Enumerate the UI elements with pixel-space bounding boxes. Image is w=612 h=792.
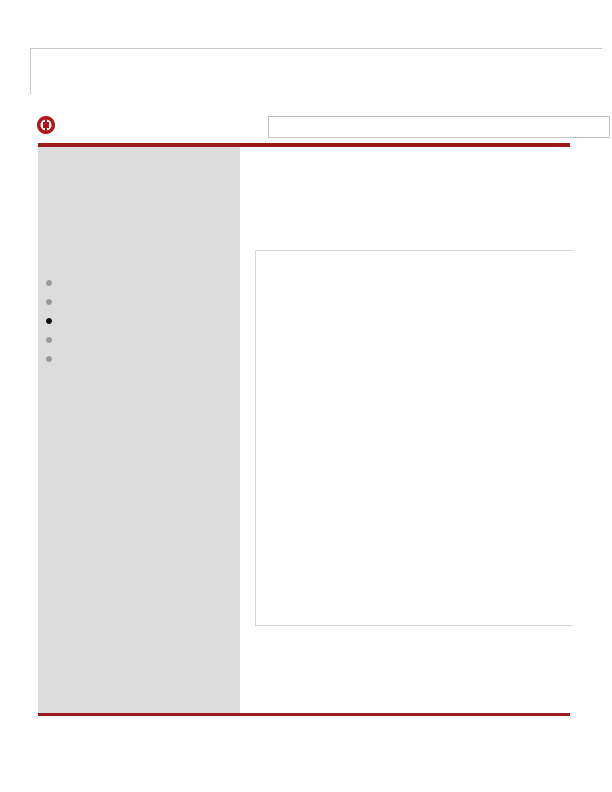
signoff-line [46, 587, 236, 603]
issue-info-box [268, 116, 610, 138]
publication-title [320, 38, 582, 94]
signoff-line [46, 571, 236, 587]
article-frame [255, 250, 573, 626]
bank-logo [36, 113, 112, 141]
author-line [46, 504, 236, 519]
bank-emblem-icon [36, 115, 56, 135]
signoff-block [46, 571, 236, 635]
classification-item [46, 679, 236, 695]
series-item[interactable] [46, 349, 60, 368]
series-list [46, 273, 60, 368]
author-line [46, 474, 236, 489]
signoff-line [46, 603, 236, 619]
bullet-icon [46, 318, 52, 324]
footer-divider [38, 713, 570, 716]
author-line [46, 459, 236, 474]
classification-item [46, 647, 236, 663]
series-item-current[interactable] [46, 311, 60, 330]
author-line [46, 489, 236, 504]
series-item[interactable] [46, 330, 60, 349]
bullet-icon [46, 337, 52, 343]
series-item[interactable] [46, 292, 60, 311]
classification-legend [46, 647, 236, 695]
research-logo [64, 52, 194, 88]
phone-line [46, 519, 236, 534]
series-item[interactable] [46, 273, 60, 292]
bullet-icon [46, 280, 52, 286]
sidebar [38, 147, 240, 713]
bullet-icon [46, 299, 52, 305]
signoff-line [46, 619, 236, 635]
classification-item [46, 663, 236, 679]
author-block [46, 459, 236, 534]
bullet-icon [46, 356, 52, 362]
